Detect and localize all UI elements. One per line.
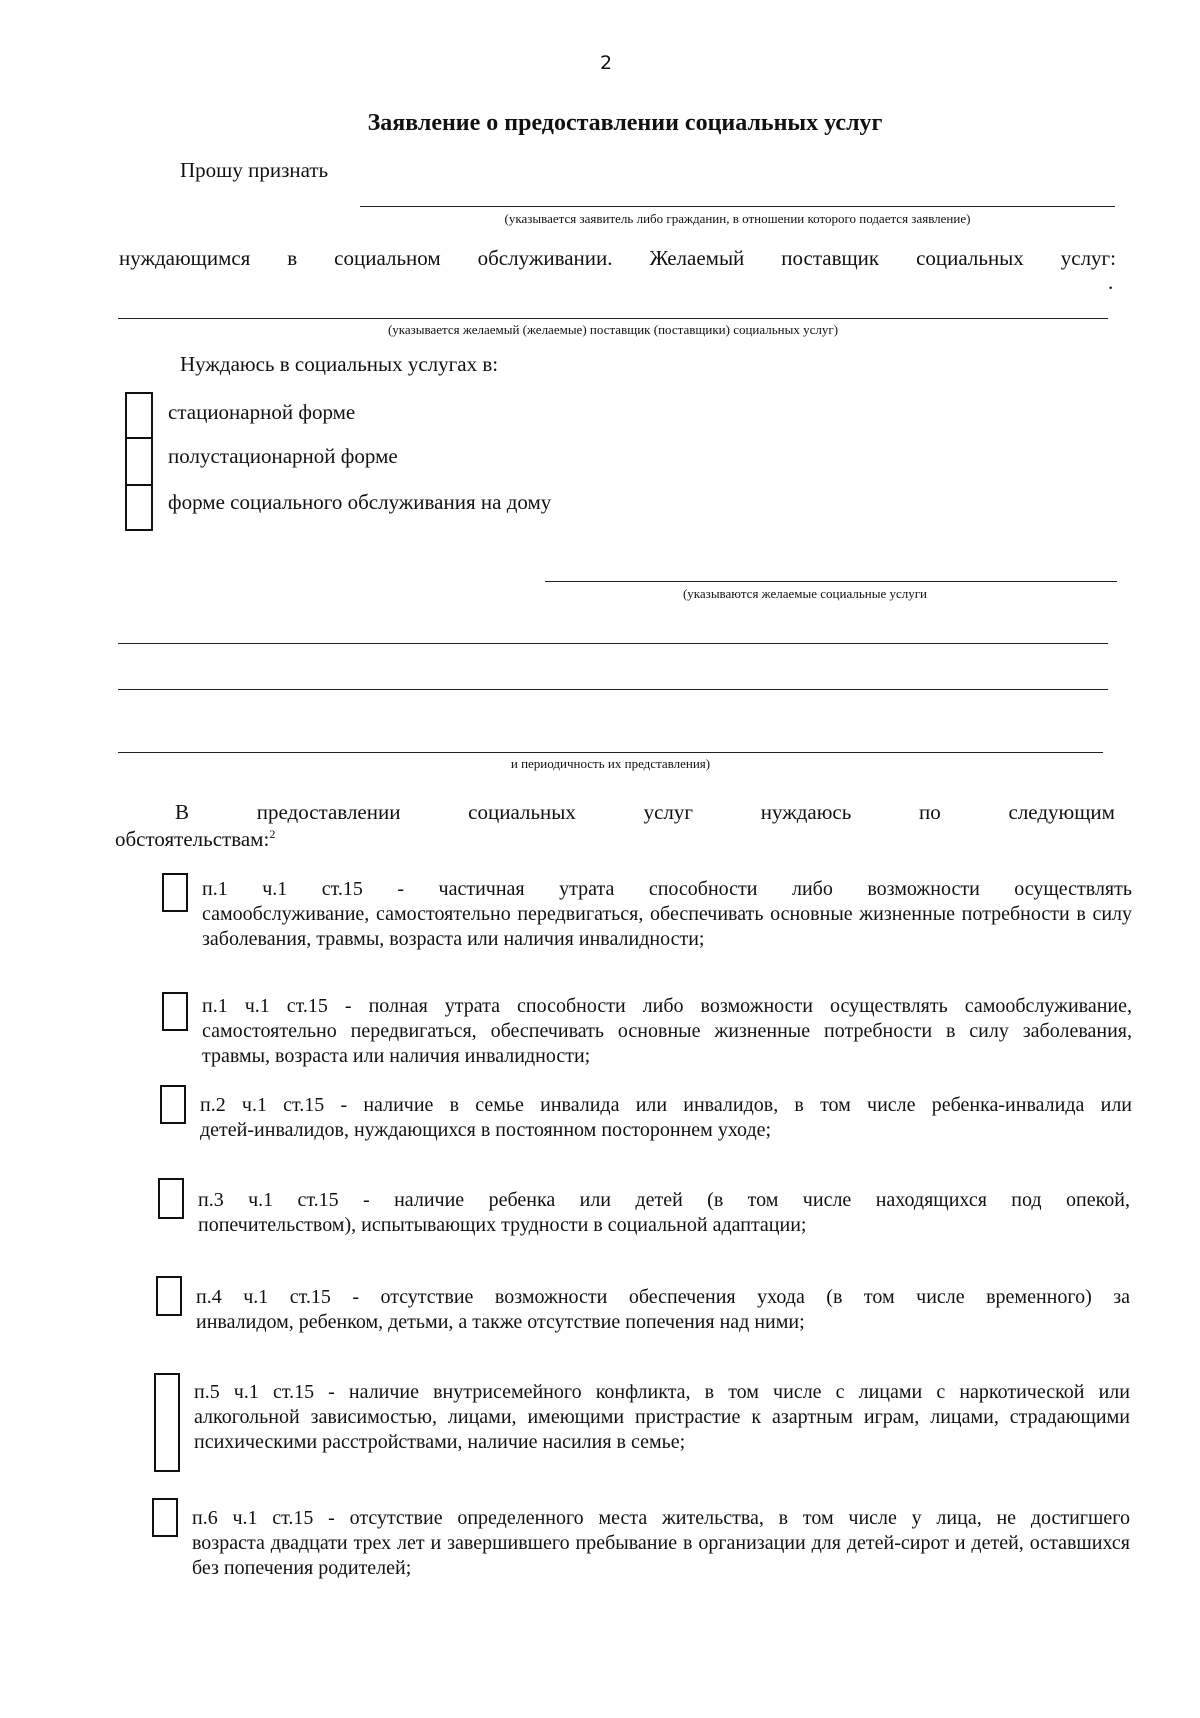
option-semi-stationary: полустационарной форме bbox=[168, 444, 398, 468]
word: услуг bbox=[643, 800, 694, 824]
circumstance-checkbox-5[interactable] bbox=[156, 1276, 182, 1316]
option-home-service: форме социального обслуживания на дому bbox=[168, 490, 552, 514]
circumstance-item-3: п.2 ч.1 ст.15 - наличие в семье инвалида или инвалидов, в том числе ребенка-инвалида или детей-инвалидов, нуждающихся в постоянном постороннем уходе; bbox=[200, 1094, 1132, 1141]
circumstance-checkbox-3[interactable] bbox=[160, 1085, 186, 1124]
word: социальных bbox=[916, 246, 1024, 270]
word: Желаемый bbox=[649, 246, 745, 270]
periodicity-caption: и периодичность их представления) bbox=[510, 756, 711, 771]
applicant-name-field[interactable] bbox=[360, 206, 1115, 207]
services-field-2[interactable] bbox=[118, 643, 1108, 644]
word: в bbox=[287, 246, 298, 270]
circumstance-item-7: п.6 ч.1 ст.15 - отсутствие определенного места жительства, в том числе у лица, не достигшего возраста двадцати трех лет и завершившего пребывание в организации для детей-сирот и детей, оставшихся без попечения родителей; bbox=[192, 1507, 1130, 1579]
circumstance-item-2: п.1 ч.1 ст.15 - полная утрата способности либо возможности осуществлять самообслуживание, самостоятельно передвигаться, обеспечивать основные жизненные потребности в силу заболевания, травмы, возраста или наличия инвалидности; bbox=[202, 995, 1132, 1067]
word: предоставлении bbox=[256, 800, 401, 824]
provider-field[interactable] bbox=[118, 318, 1108, 319]
option-stationary: стационарной форме bbox=[168, 400, 356, 424]
circumstance-item-5: п.4 ч.1 ст.15 - отсутствие возможности обеспечения ухода (в том числе временного) за инвалидом, ребенком, детьми, а также отсутствие попечения над ними; bbox=[196, 1286, 1130, 1333]
page-title: Заявление о предоставлении социальных услуг bbox=[367, 110, 883, 136]
word: социальных bbox=[468, 800, 576, 824]
trailing-dot: . bbox=[1108, 270, 1114, 294]
word: по bbox=[919, 800, 941, 824]
word: поставщик bbox=[781, 246, 880, 270]
circumstance-checkbox-4[interactable] bbox=[158, 1178, 184, 1219]
need-service-line bbox=[119, 246, 1116, 271]
word: нуждаюсь bbox=[760, 800, 852, 824]
stationary-checkbox[interactable] bbox=[127, 394, 151, 439]
request-label: Прошу признать bbox=[180, 158, 329, 182]
services-field[interactable] bbox=[545, 581, 1117, 582]
applicant-caption: (указывается заявитель либо гражданин, в отношении которого подается заявление) bbox=[504, 211, 971, 226]
circumstance-item-4: п.3 ч.1 ст.15 - наличие ребенка или детей (в том числе находящихся под опекой, попечительством), испытывающих трудности в социальной адаптации; bbox=[198, 1189, 1130, 1236]
form-section-label: Нуждаюсь в социальных услугах в: bbox=[180, 352, 499, 376]
circumstances-intro-second: обстоятельствам:$^2$ bbox=[115, 827, 276, 851]
page-number: 2 bbox=[600, 52, 613, 74]
services-caption: (указываются желаемые социальные услуги bbox=[682, 586, 928, 601]
word: услуг: bbox=[1060, 246, 1116, 270]
circumstance-checkbox-7[interactable] bbox=[152, 1498, 178, 1537]
semi-stationary-checkbox[interactable] bbox=[127, 439, 151, 486]
circumstance-checkbox-1[interactable] bbox=[162, 873, 188, 912]
circumstance-checkbox-2[interactable] bbox=[162, 992, 188, 1031]
word: обслуживании. bbox=[477, 246, 613, 270]
circumstance-item-6: п.5 ч.1 ст.15 - наличие внутрисемейного конфликта, в том числе с лицами с наркотической или алкогольной зависимостью, лицами, имеющими пристрастие к азартным играм, лицами, страдающими психическими расстройствами, наличие насилия в семье; bbox=[194, 1381, 1130, 1453]
circumstance-checkbox-6[interactable] bbox=[154, 1373, 180, 1472]
services-field-3[interactable] bbox=[118, 689, 1108, 690]
home-service-checkbox[interactable] bbox=[127, 486, 151, 529]
form-checkbox-stack bbox=[125, 392, 153, 531]
word: нуждающимся bbox=[119, 246, 251, 270]
circumstances-intro bbox=[175, 800, 1115, 825]
circumstance-item-1: п.1 ч.1 ст.15 - частичная утрата способности либо возможности осуществлять самообслуживание, самостоятельно передвигаться, обеспечивать основные жизненные потребности в силу заболевания, травмы, возраста или наличия инвалидности; bbox=[202, 878, 1132, 950]
footnote-mark: 2 bbox=[269, 827, 276, 841]
word: следующим bbox=[1008, 800, 1115, 824]
services-field-4[interactable] bbox=[118, 752, 1103, 753]
provider-caption: (указывается желаемый (желаемые) поставщик (поставщики) социальных услуг) bbox=[387, 322, 839, 337]
word: социальном bbox=[334, 246, 441, 270]
word: В bbox=[175, 800, 190, 824]
